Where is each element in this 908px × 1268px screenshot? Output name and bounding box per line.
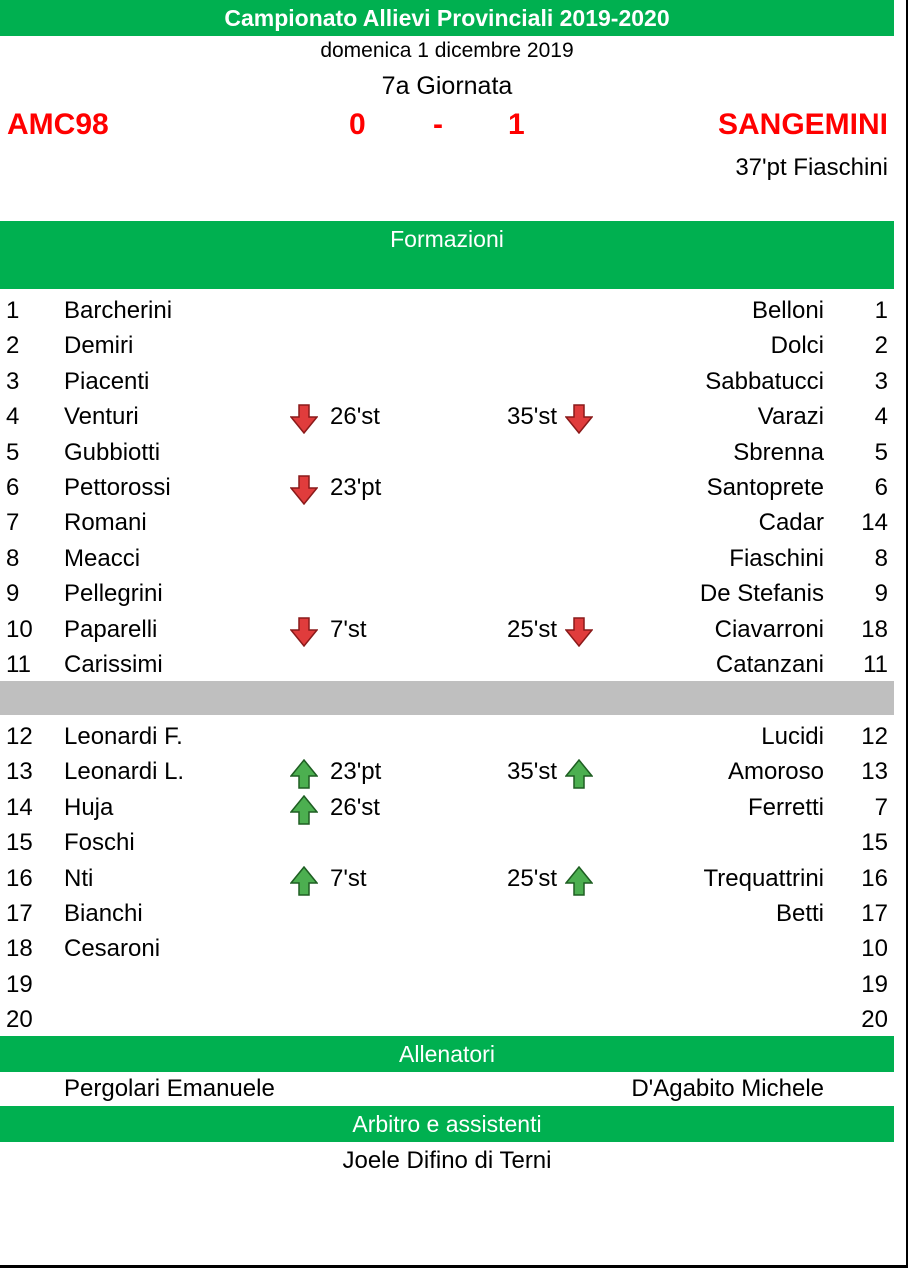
home-player: Demiri (64, 332, 134, 360)
lineup-row (0, 327, 908, 362)
away-player: Lucidi (761, 723, 824, 750)
substitution-out-icon (290, 475, 318, 505)
home-player: Bianchi (64, 900, 143, 927)
lineup-row (0, 398, 908, 433)
home-player: Nti (64, 864, 94, 892)
home-number: 13 (6, 758, 33, 786)
away-number: 11 (863, 651, 888, 678)
lineup-row (0, 434, 908, 469)
away-number: 16 (861, 864, 888, 892)
home-number: 20 (6, 1006, 33, 1034)
home-player: Pellegrini (64, 580, 163, 608)
home-sub-time: 26'st (330, 793, 380, 821)
away-number: 1 (874, 297, 888, 324)
lineups-subheader (0, 257, 894, 289)
away-player: Catanzani (715, 651, 824, 678)
match-date: domenica 1 dicembre 2019 (320, 39, 574, 62)
home-number: 6 (6, 474, 20, 501)
goal-scorer: 37'pt Fiaschini (735, 154, 888, 181)
home-player: Leonardi L. (64, 758, 185, 786)
coaches-header: Allenatori (0, 1036, 894, 1072)
substitution-out-icon (565, 617, 593, 647)
lineup-row (0, 575, 908, 610)
home-player: Piacenti (64, 367, 150, 395)
page-title: Campionato Allievi Provinciali 2019-2020 (0, 0, 894, 36)
home-player: Meacci (64, 544, 141, 572)
bench-divider (0, 681, 894, 715)
lineup-row (0, 469, 908, 504)
home-sub-time: 7'st (330, 615, 367, 643)
away-number: 9 (874, 580, 888, 608)
away-score: 1 (508, 108, 525, 141)
lineup-row (0, 292, 908, 327)
away-number: 19 (861, 970, 888, 998)
lineup-row (0, 363, 908, 398)
home-number: 11 (6, 651, 31, 678)
home-player: Leonardi F. (64, 723, 183, 750)
referees-header: Arbitro e assistenti (0, 1106, 894, 1142)
match-round: 7a Giornata (381, 72, 513, 100)
away-player: Ciavarroni (714, 615, 824, 643)
lineup-row (0, 753, 908, 788)
home-sub-time: 7'st (330, 864, 367, 892)
away-player: Trequattrini (703, 864, 824, 892)
home-number: 3 (6, 367, 20, 395)
home-player: Cesaroni (64, 935, 161, 963)
home-number: 19 (6, 970, 33, 998)
home-player: Paparelli (64, 615, 158, 643)
away-number: 20 (861, 1006, 888, 1034)
substitution-out-icon (290, 617, 318, 647)
home-sub-time: 23'pt (330, 758, 382, 786)
score-separator: - (433, 108, 443, 141)
home-player: Huja (64, 793, 114, 821)
home-number: 14 (6, 793, 33, 821)
away-sub-time: 35'st (507, 403, 557, 431)
home-sub-time: 26'st (330, 403, 380, 431)
lineup-row (0, 1001, 908, 1036)
lineup-row (0, 718, 908, 753)
home-number: 5 (6, 438, 20, 466)
lineup-row (0, 966, 908, 1001)
away-player: Sabbatucci (705, 367, 824, 395)
away-number: 7 (874, 793, 888, 821)
away-number: 12 (861, 723, 888, 750)
home-player: Gubbiotti (64, 438, 161, 466)
home-number: 15 (6, 829, 33, 857)
away-number: 4 (874, 403, 888, 431)
away-number: 18 (861, 615, 888, 643)
home-sub-time: 23'pt (330, 474, 382, 501)
home-score: 0 (349, 108, 366, 141)
home-number: 10 (6, 615, 33, 643)
substitution-in-icon (565, 866, 593, 896)
away-coach: D'Agabito Michele (631, 1075, 824, 1102)
away-number: 15 (861, 829, 888, 857)
away-number: 8 (874, 544, 888, 572)
away-player: Sbrenna (733, 438, 824, 466)
substitution-in-icon (290, 866, 318, 896)
away-sub-time: 25'st (507, 864, 557, 892)
home-number: 17 (6, 900, 33, 927)
away-sub-time: 35'st (507, 758, 557, 786)
away-player: Belloni (751, 297, 824, 324)
away-number: 10 (861, 935, 888, 963)
substitution-in-icon (565, 759, 593, 789)
lineup-row (0, 646, 908, 681)
away-sub-time: 25'st (507, 615, 557, 643)
away-player: Varazi (757, 403, 824, 431)
away-player: Amoroso (727, 758, 824, 786)
referee: Joele Difino di Terni (342, 1147, 552, 1174)
lineup-row (0, 504, 908, 539)
home-number: 16 (6, 864, 33, 892)
home-player: Foschi (64, 829, 135, 857)
lineup-row (0, 895, 908, 930)
lineup-row (0, 789, 908, 824)
away-player: Santoprete (706, 474, 824, 501)
away-number: 17 (861, 900, 888, 927)
home-number: 12 (6, 723, 33, 750)
substitution-in-icon (290, 759, 318, 789)
away-number: 2 (874, 332, 888, 360)
home-team: AMC98 (7, 108, 109, 141)
home-number: 2 (6, 332, 20, 360)
substitution-out-icon (290, 404, 318, 434)
home-player: Pettorossi (64, 474, 171, 501)
home-number: 4 (6, 403, 20, 431)
home-number: 7 (6, 509, 20, 537)
home-player: Carissimi (64, 651, 163, 678)
substitution-out-icon (565, 404, 593, 434)
lineups-header: Formazioni (0, 221, 894, 257)
home-player: Barcherini (64, 297, 173, 324)
home-player: Romani (64, 509, 147, 537)
away-player: Fiaschini (729, 544, 824, 572)
away-number: 14 (861, 509, 888, 537)
lineup-row (0, 860, 908, 895)
home-number: 9 (6, 580, 20, 608)
lineup-row (0, 930, 908, 965)
lineup-row (0, 611, 908, 646)
home-number: 18 (6, 935, 33, 963)
away-player: De Stefanis (699, 580, 824, 608)
away-number: 3 (874, 367, 888, 395)
home-number: 8 (6, 544, 20, 572)
lineup-row (0, 824, 908, 859)
away-player: Dolci (770, 332, 824, 360)
away-team: SANGEMINI (717, 108, 888, 141)
away-number: 6 (874, 474, 888, 501)
away-player: Cadar (758, 509, 824, 537)
away-number: 13 (861, 758, 888, 786)
away-player: Betti (775, 900, 824, 927)
home-coach: Pergolari Emanuele (64, 1075, 275, 1102)
away-player: Ferretti (747, 793, 824, 821)
substitution-in-icon (290, 795, 318, 825)
away-number: 5 (874, 438, 888, 466)
home-player: Venturi (64, 403, 139, 431)
lineup-row (0, 540, 908, 575)
home-number: 1 (6, 297, 20, 324)
